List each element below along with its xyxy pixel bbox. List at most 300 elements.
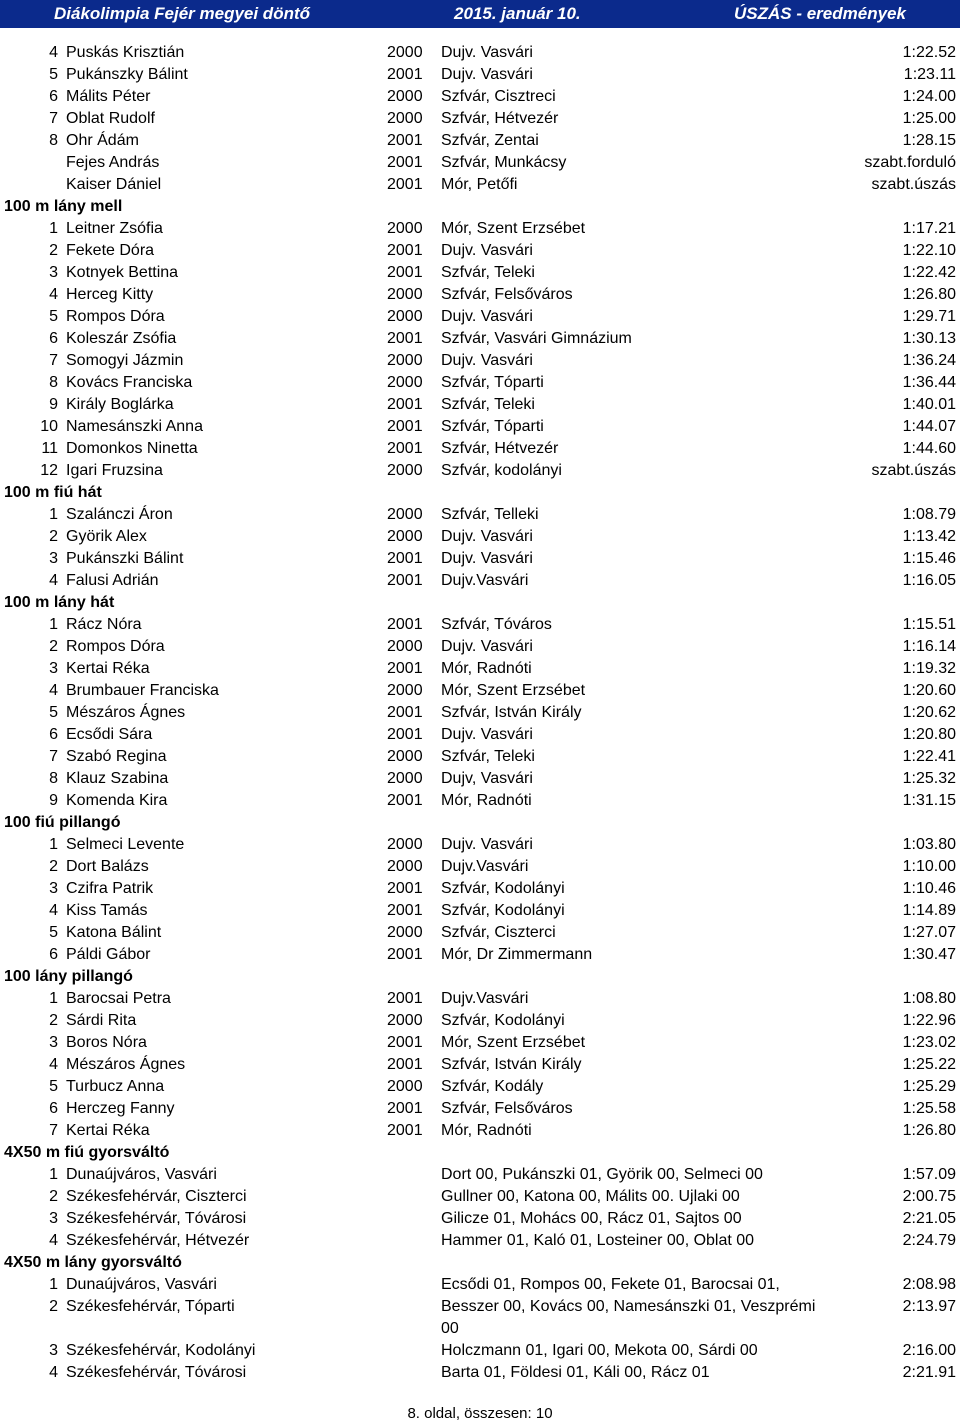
- result-row: [0, 42, 960, 64]
- result-name: Puskás Krisztián: [66, 44, 185, 61]
- result-time: 1:28.15: [902, 132, 956, 149]
- result-club: Dujv. Vasvári: [441, 726, 533, 743]
- result-club: Mór, Petőfi: [441, 176, 518, 193]
- event-heading: [0, 966, 960, 988]
- result-name: Székesfehérvár, Kodolányi: [66, 1342, 256, 1359]
- result-year: 2001: [387, 242, 423, 259]
- result-time: 1:22.41: [902, 748, 956, 765]
- result-time: 1:25.58: [902, 1100, 956, 1117]
- result-name: Brumbauer Franciska: [66, 682, 219, 699]
- result-name: Sárdi Rita: [66, 1012, 137, 1029]
- result-club: Dujv. Vasvári: [441, 550, 533, 567]
- result-row: [0, 614, 960, 636]
- result-time: 1:36.24: [902, 352, 956, 369]
- result-club: Szfvár, Felsőváros: [441, 286, 573, 303]
- result-time: 1:13.42: [902, 528, 956, 545]
- result-row: [0, 526, 960, 548]
- result-time: 1:08.79: [902, 506, 956, 523]
- result-year: 2000: [387, 88, 423, 105]
- result-place: 3: [49, 550, 58, 567]
- result-time: szabt.forduló: [864, 154, 956, 171]
- result-time: 1:03.80: [902, 836, 956, 853]
- result-name: Szabó Regina: [66, 748, 167, 765]
- result-year: 2000: [387, 682, 423, 699]
- result-time: 1:25.32: [902, 770, 956, 787]
- result-row: [0, 460, 960, 482]
- result-club: Dujv. Vasvári: [441, 528, 533, 545]
- result-place: 3: [49, 264, 58, 281]
- result-place: 6: [49, 726, 58, 743]
- result-time: 1:08.80: [902, 990, 956, 1007]
- result-year: 2001: [387, 330, 423, 347]
- result-club: Holczmann 01, Igari 00, Mekota 00, Sárdi 00: [441, 1342, 758, 1359]
- result-year: 2000: [387, 748, 423, 765]
- result-row: [0, 416, 960, 438]
- result-row: [0, 1186, 960, 1208]
- result-time: 1:10.46: [902, 880, 956, 897]
- result-place: 4: [49, 1232, 58, 1249]
- result-time: 1:44.07: [902, 418, 956, 435]
- result-row: [0, 746, 960, 768]
- result-year: 2000: [387, 308, 423, 325]
- result-year: 2000: [387, 220, 423, 237]
- result-name: Katona Bálint: [66, 924, 162, 941]
- result-name: Mészáros Ágnes: [66, 704, 186, 721]
- result-time: 2:21.05: [902, 1210, 956, 1227]
- result-year: 2000: [387, 110, 423, 127]
- page-footer: 8. oldal, összesen: 10: [407, 1405, 553, 1422]
- event-heading: [0, 1142, 960, 1164]
- result-club: Szfvár, Zentai: [441, 132, 539, 149]
- result-club: Szfvár, Tóváros: [441, 616, 552, 633]
- result-place: 12: [40, 462, 58, 479]
- result-time: 1:22.96: [902, 1012, 956, 1029]
- result-row: [0, 86, 960, 108]
- result-club: Szfvár, Kodolányi: [441, 1012, 565, 1029]
- result-place: 2: [49, 638, 58, 655]
- result-row: [0, 768, 960, 790]
- event-heading: [0, 482, 960, 504]
- result-name: Turbucz Anna: [66, 1078, 165, 1095]
- result-row: [0, 724, 960, 746]
- result-club: Dujv. Vasvári: [441, 242, 533, 259]
- result-time: 1:30.13: [902, 330, 956, 347]
- result-club: 00: [441, 1320, 459, 1337]
- result-year: 2000: [387, 286, 423, 303]
- result-time: 1:30.47: [902, 946, 956, 963]
- result-row: [0, 372, 960, 394]
- result-year: 2001: [387, 132, 423, 149]
- result-name: Somogyi Jázmin: [66, 352, 184, 369]
- result-place: 4: [49, 682, 58, 699]
- result-club: Szfvár, Hétvezér: [441, 440, 559, 457]
- result-name: Rácz Nóra: [66, 616, 142, 633]
- result-club: Barta 01, Földesi 01, Káli 00, Rácz 01: [441, 1364, 710, 1381]
- result-year: 2001: [387, 66, 423, 83]
- result-name: Páldi Gábor: [66, 946, 151, 963]
- result-name: Ecsődi Sára: [66, 726, 153, 743]
- result-year: 2001: [387, 264, 423, 281]
- result-row: [0, 1164, 960, 1186]
- result-place: 11: [41, 440, 58, 457]
- result-name: Ohr Ádám: [66, 132, 139, 149]
- result-club: Mór, Szent Erzsébet: [441, 682, 586, 699]
- result-row: [0, 1120, 960, 1142]
- result-club: Szfvár, Teleki: [441, 748, 535, 765]
- result-club: Szfvár, Cisztreci: [441, 88, 556, 105]
- result-time: 1:26.80: [902, 1122, 956, 1139]
- result-club: Gullner 00, Katona 00, Málits 00. Ujlaki 00: [441, 1188, 740, 1205]
- result-name: Barocsai Petra: [66, 990, 171, 1007]
- result-place: 9: [49, 792, 58, 809]
- result-row: [0, 702, 960, 724]
- result-year: 2001: [387, 1034, 423, 1051]
- header-date: 2015. január 10.: [454, 4, 581, 23]
- result-row: [0, 570, 960, 592]
- result-club: Szfvár, Hétvezér: [441, 110, 559, 127]
- result-name: Oblat Rudolf: [66, 110, 155, 127]
- result-row: [0, 900, 960, 922]
- result-row: [0, 284, 960, 306]
- header-event-title: Diákolimpia Fejér megyei döntő: [54, 4, 311, 23]
- result-time: 1:16.05: [902, 572, 956, 589]
- result-name: Székesfehérvár, Tóvárosi: [66, 1364, 247, 1381]
- result-place: 2: [49, 1298, 58, 1315]
- event-title: 100 m lány hát: [4, 594, 115, 611]
- result-time: 1:22.10: [902, 242, 956, 259]
- result-club: Gilicze 01, Mohács 00, Rácz 01, Sajtos 00: [441, 1210, 742, 1227]
- result-club: Dujv. Vasvári: [441, 638, 533, 655]
- result-place: 4: [49, 44, 58, 61]
- result-time: 1:16.14: [902, 638, 956, 655]
- result-club: Dujv. Vasvári: [441, 44, 533, 61]
- event-title: 100 m fiú hát: [4, 484, 102, 501]
- result-place: 7: [49, 110, 58, 127]
- result-place: 6: [49, 946, 58, 963]
- result-name: Igari Fruzsina: [66, 462, 163, 479]
- result-time: 1:23.02: [902, 1034, 956, 1051]
- result-name: Rompos Dóra: [66, 638, 165, 655]
- result-place: 3: [49, 880, 58, 897]
- result-place: 6: [49, 88, 58, 105]
- result-club: Hammer 01, Kaló 01, Losteiner 00, Oblat 00: [441, 1232, 755, 1249]
- result-club: Szfvár, Kodolányi: [441, 880, 565, 897]
- result-row: [0, 64, 960, 86]
- result-row: [0, 1296, 960, 1318]
- result-time: 1:26.80: [902, 286, 956, 303]
- result-name: Klauz Szabina: [66, 770, 169, 787]
- result-place: 5: [49, 308, 58, 325]
- result-row: [0, 1230, 960, 1252]
- result-year: 2001: [387, 660, 423, 677]
- result-time: 1:15.46: [902, 550, 956, 567]
- result-club: Mór, Radnóti: [441, 1122, 532, 1139]
- result-time: 1:24.00: [902, 88, 956, 105]
- result-club: Dujv.Vasvári: [441, 858, 529, 875]
- result-place: 7: [49, 352, 58, 369]
- result-club: Dujv. Vasvári: [441, 352, 533, 369]
- result-row: [0, 438, 960, 460]
- result-time: 1:20.80: [902, 726, 956, 743]
- result-row: [0, 944, 960, 966]
- result-year: 2001: [387, 616, 423, 633]
- result-place: 7: [49, 1122, 58, 1139]
- result-time: 1:36.44: [902, 374, 956, 391]
- result-row: [0, 878, 960, 900]
- result-club: Mór, Szent Erzsébet: [441, 220, 586, 237]
- result-name: Kovács Franciska: [66, 374, 193, 391]
- result-name: Domonkos Ninetta: [66, 440, 198, 457]
- result-row: [0, 1208, 960, 1230]
- result-row: [0, 152, 960, 174]
- result-place: 1: [49, 220, 58, 237]
- result-place: 3: [49, 660, 58, 677]
- result-name: Namesánszki Anna: [66, 418, 203, 435]
- result-row: [0, 306, 960, 328]
- result-place: 3: [49, 1342, 58, 1359]
- result-place: 4: [49, 572, 58, 589]
- result-year: 2000: [387, 506, 423, 523]
- result-club: Mór, Radnóti: [441, 660, 532, 677]
- result-year: 2001: [387, 1056, 423, 1073]
- result-name: Selmeci Levente: [66, 836, 185, 853]
- result-year: 2001: [387, 176, 423, 193]
- result-place: 2: [49, 1188, 58, 1205]
- result-year: 2000: [387, 858, 423, 875]
- result-row: [0, 1054, 960, 1076]
- result-time: 1:25.29: [902, 1078, 956, 1095]
- result-club: Mór, Dr Zimmermann: [441, 946, 593, 963]
- result-place: 1: [49, 616, 58, 633]
- result-name: Szalánczi Áron: [66, 506, 173, 523]
- result-year: 2001: [387, 396, 423, 413]
- result-name: Komenda Kira: [66, 792, 168, 809]
- event-title: 4X50 m lány gyorsváltó: [4, 1254, 182, 1271]
- result-name: Kertai Réka: [66, 660, 150, 677]
- result-row: [0, 834, 960, 856]
- result-row: [0, 658, 960, 680]
- result-name: Dunaújváros, Vasvári: [66, 1276, 217, 1293]
- result-name: Czifra Patrik: [66, 880, 154, 897]
- result-place: 2: [49, 528, 58, 545]
- result-year: 2001: [387, 1100, 423, 1117]
- result-time: szabt.úszás: [871, 176, 956, 193]
- result-place: 8: [49, 132, 58, 149]
- result-time: 1:23.11: [903, 66, 956, 83]
- result-place: 4: [49, 1364, 58, 1381]
- result-row: [0, 130, 960, 152]
- result-name: Leitner Zsófia: [66, 220, 163, 237]
- result-name: Kotnyek Bettina: [66, 264, 179, 281]
- result-place: 5: [49, 1078, 58, 1095]
- result-time: 1:22.42: [902, 264, 956, 281]
- result-club: Szfvár, Teleki: [441, 264, 535, 281]
- result-time: 1:10.00: [902, 858, 956, 875]
- event-heading: [0, 196, 960, 218]
- result-club: Dujv. Vasvári: [441, 836, 533, 853]
- result-name: Györik Alex: [66, 528, 147, 545]
- result-club: Szfvár, István Király: [441, 704, 582, 721]
- result-time: 1:20.60: [902, 682, 956, 699]
- result-row: [0, 1274, 960, 1296]
- result-club: Dort 00, Pukánszki 01, Györik 00, Selmeci 00: [441, 1166, 763, 1183]
- result-name: Kertai Réka: [66, 1122, 150, 1139]
- result-place: 3: [49, 1210, 58, 1227]
- result-time: szabt.úszás: [871, 462, 956, 479]
- result-club: Dujv. Vasvári: [441, 308, 533, 325]
- result-club: Szfvár, Ciszterci: [441, 924, 556, 941]
- result-name: Fejes András: [66, 154, 160, 171]
- result-name: Falusi Adrián: [66, 572, 159, 589]
- result-time: 1:31.15: [902, 792, 956, 809]
- result-place: 1: [49, 1276, 58, 1293]
- event-title: 100 lány pillangó: [4, 968, 133, 985]
- result-year: 2001: [387, 990, 423, 1007]
- result-time: 2:00.75: [902, 1188, 956, 1205]
- result-name: Székesfehérvár, Tóparti: [66, 1298, 235, 1315]
- result-year: 2001: [387, 1122, 423, 1139]
- result-year: 2000: [387, 374, 423, 391]
- result-place: 5: [49, 924, 58, 941]
- result-year: 2000: [387, 44, 423, 61]
- result-row: [0, 1098, 960, 1120]
- page-header: [0, 0, 960, 28]
- result-club: Szfvár, Munkácsy: [441, 154, 567, 171]
- result-row: [0, 548, 960, 570]
- result-name: Kaiser Dániel: [66, 176, 162, 193]
- result-row: [0, 240, 960, 262]
- result-club: Mór, Radnóti: [441, 792, 532, 809]
- results-list: [0, 42, 960, 1384]
- result-place: 2: [49, 242, 58, 259]
- result-name: Székesfehérvár, Hétvezér: [66, 1232, 250, 1249]
- result-time: 1:22.52: [902, 44, 956, 61]
- result-place: 3: [49, 1034, 58, 1051]
- result-year: 2000: [387, 836, 423, 853]
- result-time: 2:08.98: [902, 1276, 956, 1293]
- result-club: Szfvár, Teleki: [441, 396, 535, 413]
- result-place: 6: [49, 330, 58, 347]
- result-name: Pukánszki Bálint: [66, 550, 184, 567]
- result-club: Dujv. Vasvári: [441, 66, 533, 83]
- result-place: 8: [49, 770, 58, 787]
- result-club: Dujv, Vasvári: [441, 770, 533, 787]
- result-time: 1:20.62: [902, 704, 956, 721]
- result-place: 2: [49, 858, 58, 875]
- result-year: 2001: [387, 704, 423, 721]
- result-year: 2001: [387, 418, 423, 435]
- result-name: Király Boglárka: [66, 396, 174, 413]
- result-place: 5: [49, 66, 58, 83]
- result-club: Szfvár, Kodolányi: [441, 902, 565, 919]
- result-place: 5: [49, 704, 58, 721]
- result-club: Szfvár, Tóparti: [441, 374, 544, 391]
- result-row: [0, 350, 960, 372]
- result-row: [0, 218, 960, 240]
- result-club: Szfvár, Vasvári Gimnázium: [441, 330, 632, 347]
- result-place: 7: [49, 748, 58, 765]
- result-name: Mészáros Ágnes: [66, 1056, 186, 1073]
- result-place: 4: [49, 902, 58, 919]
- result-club: Dujv.Vasvári: [441, 990, 529, 1007]
- result-club: Besszer 00, Kovács 00, Namesánszki 01, Veszprémi: [441, 1298, 816, 1315]
- result-name: Dunaújváros, Vasvári: [66, 1166, 217, 1183]
- event-title: 100 m lány mell: [4, 198, 123, 215]
- result-name: Rompos Dóra: [66, 308, 165, 325]
- event-heading: [0, 1252, 960, 1274]
- result-row: [0, 790, 960, 812]
- result-row: [0, 636, 960, 658]
- result-time: 1:25.22: [902, 1056, 956, 1073]
- result-place: 1: [49, 1166, 58, 1183]
- result-place: 4: [49, 286, 58, 303]
- result-year: 2000: [387, 924, 423, 941]
- result-time: 2:13.97: [902, 1298, 956, 1315]
- result-row: [0, 328, 960, 350]
- result-year: 2001: [387, 726, 423, 743]
- result-club: Szfvár, Felsőváros: [441, 1100, 573, 1117]
- result-place: 6: [49, 1100, 58, 1117]
- result-club: Szfvár, kodolányi: [441, 462, 562, 479]
- result-year: 2000: [387, 638, 423, 655]
- result-year: 2000: [387, 352, 423, 369]
- result-club: Dujv.Vasvári: [441, 572, 529, 589]
- result-row: [0, 1362, 960, 1384]
- result-time: 1:25.00: [902, 110, 956, 127]
- result-year: 2000: [387, 770, 423, 787]
- result-row: [0, 1340, 960, 1362]
- result-year: 2001: [387, 572, 423, 589]
- result-club: Szfvár, Telleki: [441, 506, 539, 523]
- result-place: 1: [49, 836, 58, 853]
- result-row: [0, 108, 960, 130]
- result-time: 1:15.51: [902, 616, 956, 633]
- result-row: [0, 856, 960, 878]
- result-year: 2001: [387, 902, 423, 919]
- event-title: 100 fiú pillangó: [4, 814, 121, 831]
- result-time: 2:24.79: [902, 1232, 956, 1249]
- result-time: 1:17.21: [902, 220, 956, 237]
- result-year: 2001: [387, 792, 423, 809]
- result-row: [0, 262, 960, 284]
- result-row: [0, 394, 960, 416]
- result-place: 8: [49, 374, 58, 391]
- result-place: 1: [49, 990, 58, 1007]
- result-name: Pukánszky Bálint: [66, 66, 188, 83]
- result-year: 2000: [387, 1078, 423, 1095]
- result-row: [0, 1010, 960, 1032]
- result-row: [0, 1318, 960, 1340]
- result-year: 2000: [387, 462, 423, 479]
- event-title: 4X50 m fiú gyorsváltó: [4, 1144, 170, 1161]
- result-place: 4: [49, 1056, 58, 1073]
- result-name: Herczeg Fanny: [66, 1100, 175, 1117]
- result-name: Kiss Tamás: [66, 902, 148, 919]
- result-row: [0, 504, 960, 526]
- result-row: [0, 174, 960, 196]
- result-time: 2:16.00: [902, 1342, 956, 1359]
- result-year: 2000: [387, 528, 423, 545]
- header-results-title: ÚSZÁS - eredmények: [734, 4, 906, 23]
- result-row: [0, 680, 960, 702]
- result-club: Szfvár, István Király: [441, 1056, 582, 1073]
- result-name: Boros Nóra: [66, 1034, 147, 1051]
- result-year: 2001: [387, 154, 423, 171]
- result-place: 10: [40, 418, 58, 435]
- result-club: Mór, Szent Erzsébet: [441, 1034, 586, 1051]
- result-row: [0, 922, 960, 944]
- result-year: 2000: [387, 1012, 423, 1029]
